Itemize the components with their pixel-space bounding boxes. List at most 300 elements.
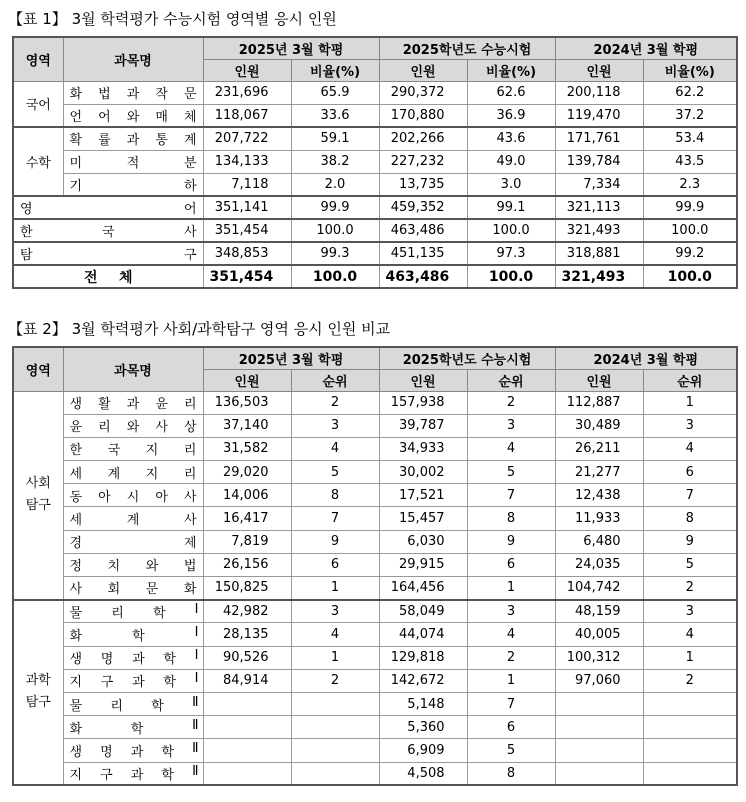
table-row [13, 219, 737, 242]
cell-count [203, 692, 291, 715]
cell-count: 119,470 [555, 104, 643, 127]
cell-ratio: 99.9 [643, 196, 737, 219]
table-row [13, 437, 737, 460]
subject-letter: 윤 [155, 397, 168, 413]
subject-letter: 어 [183, 202, 197, 217]
cell-ratio: 7 [291, 507, 379, 530]
subject-letter: 작 [155, 87, 168, 102]
subject-letter: 동 [69, 489, 83, 505]
cell-ratio: 97.3 [467, 242, 555, 265]
cell-ratio: 100.0 [643, 219, 737, 242]
subject-letter: 과 [130, 767, 144, 783]
cell-count: 40,005 [555, 623, 643, 646]
subject-letter: 화 [69, 628, 83, 644]
cell-ratio: 8 [467, 762, 555, 785]
subject-letter: 과 [130, 744, 144, 760]
header-period-3: 2024년 3월 학평 [555, 37, 737, 59]
cell-ratio: 53.4 [643, 127, 737, 150]
subject-suffix: Ⅰ [194, 602, 199, 618]
subject-cell [63, 507, 203, 530]
subject-letter: 와 [126, 420, 140, 436]
cell-ratio: 1 [643, 391, 737, 414]
subject-letter: 경 [69, 536, 83, 552]
cell-ratio: 100.0 [467, 219, 555, 242]
header-ratio: 비율(%) [467, 59, 555, 81]
cell-count: 39,787 [379, 414, 467, 437]
table2-title: 【표 2】 3월 학력평가 사회/과학탐구 영역 응시 인원 비교 [8, 320, 391, 338]
subject-letters [70, 532, 197, 551]
subject-cell [63, 669, 203, 692]
subject-letter: 사 [69, 582, 83, 598]
header-rank: 순위 [291, 369, 379, 391]
subject-letter: 학 [163, 675, 176, 691]
cell-count: 7,819 [203, 530, 291, 553]
header-count: 인원 [379, 59, 467, 81]
cell-ratio: 99.9 [291, 196, 379, 219]
cell-ratio: 7 [467, 692, 555, 715]
area-cell [13, 600, 63, 786]
cell-count: 104,742 [555, 577, 643, 600]
table-row [13, 414, 737, 437]
cell-ratio: 2 [291, 669, 379, 692]
total-row [13, 265, 737, 288]
subject-letter: 생 [69, 652, 83, 668]
subject-letters [70, 152, 197, 171]
subject-letters [70, 416, 197, 435]
cell-ratio: 5 [291, 461, 379, 484]
cell-count: 14,006 [203, 484, 291, 507]
cell-ratio [643, 762, 737, 785]
cell-count: 48,159 [555, 600, 643, 623]
cell-ratio: 37.2 [643, 104, 737, 127]
cell-count: 227,232 [379, 150, 467, 173]
cell-count: 351,454 [203, 265, 291, 288]
header-count: 인원 [203, 59, 291, 81]
cell-count: 351,141 [203, 196, 291, 219]
subject-letter: 지 [69, 767, 83, 783]
subject-letters [20, 198, 197, 217]
subject-letter: 정 [69, 559, 83, 575]
subject-suffix: Ⅱ [192, 694, 199, 710]
cell-count: 231,696 [203, 81, 291, 104]
cell-ratio: 3 [643, 600, 737, 623]
cell-count: 11,933 [555, 507, 643, 530]
area-line: 과학 [25, 673, 51, 689]
subject-letter: 과 [126, 133, 140, 149]
cell-ratio: 1 [643, 646, 737, 669]
cell-count [555, 762, 643, 785]
table-row [13, 127, 737, 150]
subject-cell [63, 530, 203, 553]
subject-letter: 한 [20, 225, 33, 240]
header-rank: 순위 [643, 369, 737, 391]
cell-ratio: 43.6 [467, 127, 555, 150]
cell-ratio: 3 [467, 600, 555, 623]
cell-count: 150,825 [203, 577, 291, 600]
cell-count: 112,887 [555, 391, 643, 414]
cell-count: 463,486 [379, 219, 467, 242]
cell-ratio: 6 [467, 553, 555, 576]
area-cell: 수학 [13, 127, 63, 196]
subject-letter: 시 [126, 489, 140, 505]
table-row [13, 242, 737, 265]
header-count: 인원 [379, 369, 467, 391]
subject-letter: 영 [20, 202, 33, 217]
subject-letters [70, 578, 197, 597]
cell-ratio: 4 [643, 623, 737, 646]
cell-count: 28,135 [203, 623, 291, 646]
cell-count: 321,493 [555, 219, 643, 242]
subject-letter: 학 [161, 744, 174, 760]
header-area: 영역 [13, 37, 63, 81]
subject-letters [70, 129, 197, 148]
cell-count: 170,880 [379, 104, 467, 127]
header-ratio: 비율(%) [291, 59, 379, 81]
cell-ratio [643, 739, 737, 762]
subject-letter: 학 [132, 628, 145, 644]
subject-letter: 리 [98, 420, 111, 436]
cell-count: 97,060 [555, 669, 643, 692]
cell-count: 42,982 [203, 600, 291, 623]
cell-ratio: 100.0 [467, 265, 555, 288]
cell-count: 34,933 [379, 437, 467, 460]
subject-letter: 리 [183, 466, 197, 482]
table-row [13, 173, 737, 196]
subject-letter: 아 [98, 489, 111, 505]
cell-count: 6,480 [555, 530, 643, 553]
table-row [13, 196, 737, 219]
table-row [13, 646, 737, 669]
subject-letter: 국 [107, 443, 121, 459]
cell-count: 44,074 [379, 623, 467, 646]
subject-letter: 물 [69, 698, 83, 714]
subject-letter: 리 [183, 397, 197, 413]
cell-ratio: 9 [643, 530, 737, 553]
subject-letter: 제 [183, 536, 197, 552]
header-period-3: 2024년 3월 학평 [555, 347, 737, 369]
header-subject: 과목명 [63, 347, 203, 391]
cell-ratio: 2 [291, 391, 379, 414]
cell-count: 459,352 [379, 196, 467, 219]
subject-letter: 과 [132, 652, 145, 668]
cell-ratio: 33.6 [291, 104, 379, 127]
cell-count: 15,457 [379, 507, 467, 530]
cell-count: 30,002 [379, 461, 467, 484]
subject-suffix: Ⅰ [194, 624, 199, 640]
subject-letter: 어 [98, 109, 111, 125]
subject-letters [70, 463, 197, 482]
table-row [13, 623, 737, 646]
cell-ratio: 3 [643, 414, 737, 437]
subject-letter: 법 [183, 559, 197, 575]
cell-ratio: 4 [643, 437, 737, 460]
cell-count: 290,372 [379, 81, 467, 104]
area-cell [13, 391, 63, 600]
area-line: 탐구 [25, 695, 51, 711]
cell-count: 321,493 [555, 265, 643, 288]
cell-count [555, 739, 643, 762]
subject-cell [13, 196, 203, 219]
cell-ratio: 2.0 [291, 173, 379, 196]
subject-letters [70, 671, 199, 690]
cell-ratio: 1 [467, 669, 555, 692]
cell-count: 17,521 [379, 484, 467, 507]
subject-letters [70, 509, 197, 528]
subject-cell [63, 553, 203, 576]
table-row [13, 530, 737, 553]
subject-suffix: Ⅰ [194, 671, 199, 687]
cell-ratio [643, 716, 737, 739]
subject-letters [70, 106, 197, 125]
subject-letter: 와 [145, 559, 159, 575]
cell-count [555, 716, 643, 739]
header-area: 영역 [13, 347, 63, 391]
cell-count: 24,035 [555, 553, 643, 576]
cell-ratio: 65.9 [291, 81, 379, 104]
cell-ratio: 99.1 [467, 196, 555, 219]
cell-ratio [291, 716, 379, 739]
subject-letter: 치 [107, 559, 121, 575]
subject-cell [63, 692, 203, 715]
cell-ratio: 3 [291, 414, 379, 437]
subject-cell [13, 219, 203, 242]
subject-letter: 하 [183, 178, 197, 194]
table-row [13, 577, 737, 600]
subject-letter: 활 [98, 397, 111, 413]
cell-ratio [291, 739, 379, 762]
subject-letter: 과 [126, 397, 140, 413]
table-row [13, 716, 737, 739]
subject-cell [63, 127, 203, 150]
cell-ratio: 100.0 [291, 265, 379, 288]
cell-ratio: 5 [467, 739, 555, 762]
cell-ratio: 1 [291, 646, 379, 669]
cell-ratio [643, 692, 737, 715]
cell-ratio: 36.9 [467, 104, 555, 127]
table-row [13, 461, 737, 484]
cell-ratio: 38.2 [291, 150, 379, 173]
cell-count: 84,914 [203, 669, 291, 692]
subject-letters [70, 695, 199, 714]
subject-letter: 체 [118, 269, 133, 286]
subject-letters [70, 83, 197, 102]
subject-letter: 와 [126, 109, 140, 125]
subject-letter: 사 [183, 225, 197, 240]
subject-letters [70, 718, 199, 737]
subject-letters [84, 267, 133, 287]
subject-cell [63, 600, 203, 623]
subject-letter: 화 [69, 721, 83, 737]
cell-ratio: 1 [291, 577, 379, 600]
cell-ratio: 100.0 [291, 219, 379, 242]
cell-count: 30,489 [555, 414, 643, 437]
cell-count: 139,784 [555, 150, 643, 173]
subject-letter: 계 [126, 513, 140, 529]
subject-cell [63, 461, 203, 484]
cell-ratio: 7 [467, 484, 555, 507]
subject-letter: 세 [69, 513, 83, 529]
cell-count: 451,135 [379, 242, 467, 265]
subject-letter: 화 [69, 87, 83, 102]
cell-ratio: 3 [467, 414, 555, 437]
area-cell: 국어 [13, 81, 63, 127]
cell-ratio: 8 [643, 507, 737, 530]
subject-letter: 탐 [20, 248, 33, 263]
subject-letter: 학 [152, 606, 166, 622]
subject-letters [70, 602, 199, 621]
cell-ratio: 99.2 [643, 242, 737, 265]
subject-letter: 확 [69, 133, 83, 149]
header-ratio: 비율(%) [643, 59, 737, 81]
cell-ratio: 4 [467, 623, 555, 646]
subject-cell [63, 739, 203, 762]
subject-letter: 사 [183, 513, 197, 529]
subject-letter: 지 [69, 675, 83, 691]
cell-count: 100,312 [555, 646, 643, 669]
subject-cell [63, 391, 203, 414]
subject-letter: 문 [145, 582, 159, 598]
subject-letters [70, 741, 199, 760]
subject-letter: 윤 [69, 420, 83, 436]
cell-ratio: 6 [643, 461, 737, 484]
subject-letter: 리 [111, 606, 124, 622]
cell-count: 318,881 [555, 242, 643, 265]
cell-count: 134,133 [203, 150, 291, 173]
cell-count [203, 762, 291, 785]
subject-letter: 명 [100, 652, 114, 668]
header-count: 인원 [203, 369, 291, 391]
subject-letter: 생 [69, 744, 83, 760]
cell-count: 6,909 [379, 739, 467, 762]
cell-ratio: 62.2 [643, 81, 737, 104]
header-period-1: 2025년 3월 학평 [203, 347, 379, 369]
subject-letter: 지 [145, 466, 159, 482]
cell-count: 16,417 [203, 507, 291, 530]
subject-letter: 학 [130, 721, 144, 737]
subject-letter: 화 [183, 582, 197, 598]
subject-cell [63, 716, 203, 739]
subject-cell [63, 414, 203, 437]
cell-ratio: 4 [467, 437, 555, 460]
cell-count: 142,672 [379, 669, 467, 692]
cell-ratio: 2 [643, 577, 737, 600]
subject-letters [70, 625, 199, 644]
cell-ratio: 6 [291, 553, 379, 576]
cell-count: 26,156 [203, 553, 291, 576]
cell-count: 58,049 [379, 600, 467, 623]
header-subject: 과목명 [63, 37, 203, 81]
table-row [13, 81, 737, 104]
cell-count [203, 716, 291, 739]
cell-ratio: 99.3 [291, 242, 379, 265]
subject-cell [63, 437, 203, 460]
cell-count: 6,030 [379, 530, 467, 553]
cell-ratio [291, 692, 379, 715]
cell-ratio: 4 [291, 623, 379, 646]
cell-count: 31,582 [203, 437, 291, 460]
subject-letters [70, 764, 199, 783]
subject-letters [20, 244, 197, 263]
header-count: 인원 [555, 59, 643, 81]
subject-letters [20, 221, 197, 240]
subject-cell [63, 577, 203, 600]
cell-count: 351,454 [203, 219, 291, 242]
header-period-2: 2025학년도 수능시험 [379, 37, 555, 59]
subject-letters [70, 175, 197, 194]
subject-cell [63, 646, 203, 669]
cell-count [555, 692, 643, 715]
subject-cell [13, 242, 203, 265]
subject-letter: 분 [183, 156, 197, 171]
subject-letter: 학 [151, 698, 164, 714]
cell-ratio: 7 [643, 484, 737, 507]
area-line: 탐구 [25, 498, 51, 514]
subject-letter: 언 [69, 109, 83, 125]
subject-letter: 미 [69, 156, 83, 171]
cell-ratio: 5 [643, 553, 737, 576]
cell-ratio: 9 [291, 530, 379, 553]
subject-suffix: Ⅱ [192, 717, 199, 733]
subject-letter: 지 [145, 443, 159, 459]
subject-cell [63, 762, 203, 785]
subject-letter: 학 [163, 652, 176, 668]
subject-letter: 구 [100, 767, 113, 783]
subject-letter: 상 [183, 420, 197, 436]
cell-count: 171,761 [555, 127, 643, 150]
subject-letter: 아 [155, 489, 168, 505]
total-label [13, 265, 203, 288]
cell-ratio: 8 [467, 507, 555, 530]
subject-cell [63, 623, 203, 646]
subject-letter: 계 [183, 133, 197, 149]
subject-letter: 사 [183, 489, 197, 505]
subject-letter: 생 [69, 397, 83, 413]
subject-letter: 한 [69, 443, 83, 459]
subject-suffix: Ⅱ [192, 740, 199, 756]
cell-ratio: 3 [291, 600, 379, 623]
area-line: 사회 [25, 476, 51, 492]
cell-count: 37,140 [203, 414, 291, 437]
subject-letter: 통 [155, 133, 168, 149]
table-row [13, 669, 737, 692]
cell-count: 26,211 [555, 437, 643, 460]
table-row [13, 391, 737, 414]
subject-letter: 세 [69, 466, 83, 482]
subject-letter: 명 [100, 744, 113, 760]
table-row [13, 507, 737, 530]
cell-count: 129,818 [379, 646, 467, 669]
cell-ratio: 2 [643, 669, 737, 692]
subject-letter: 과 [126, 87, 140, 102]
cell-ratio: 9 [467, 530, 555, 553]
cell-ratio: 43.5 [643, 150, 737, 173]
cell-count: 12,438 [555, 484, 643, 507]
header-rank: 순위 [467, 369, 555, 391]
header-count: 인원 [555, 369, 643, 391]
cell-count: 136,503 [203, 391, 291, 414]
subject-letter: 리 [183, 443, 197, 459]
cell-count: 90,526 [203, 646, 291, 669]
subject-cell [63, 104, 203, 127]
subject-letter: 학 [161, 767, 174, 783]
cell-count: 321,113 [555, 196, 643, 219]
cell-count: 21,277 [555, 461, 643, 484]
cell-ratio: 4 [291, 437, 379, 460]
subject-suffix: Ⅱ [192, 763, 199, 779]
subject-letter: 국 [101, 225, 115, 240]
cell-count: 118,067 [203, 104, 291, 127]
subject-letter: 회 [107, 582, 121, 598]
